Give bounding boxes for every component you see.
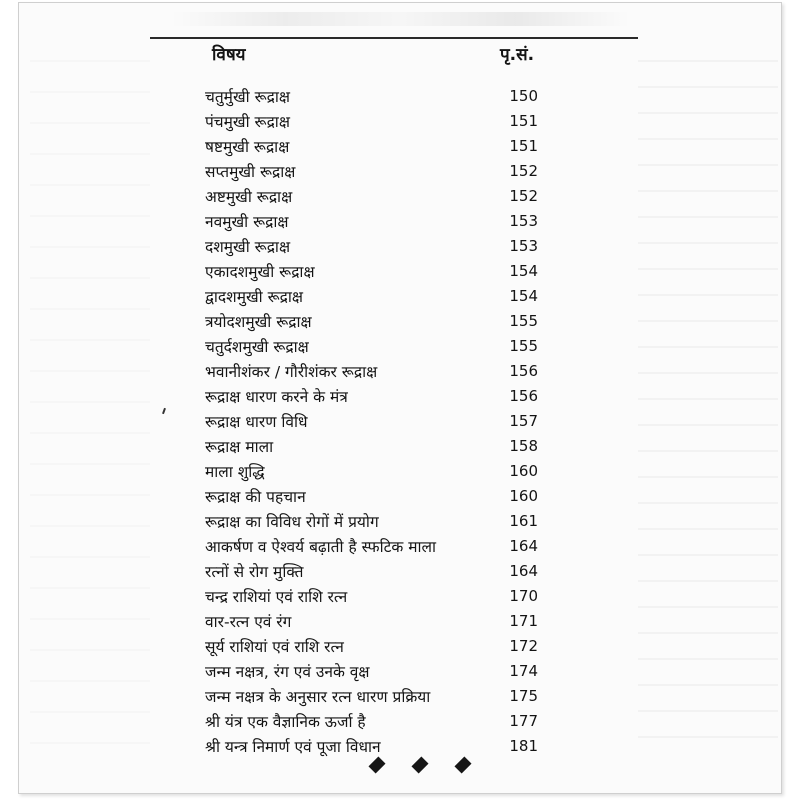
entry-page-number: 177 (509, 712, 538, 730)
entry-title: चन्द्र राशियां एवं राशि रत्न (205, 588, 348, 606)
entry-title: रूद्राक्ष का विविध रोगों में प्रयोग (205, 513, 379, 531)
contents-entry (0, 435, 800, 460)
entry-page-number: 155 (509, 337, 538, 355)
entry-title: चतुर्मुखी रूद्राक्ष (205, 88, 290, 106)
contents-entry (0, 285, 800, 310)
entry-title: चतुर्दशमुखी रूद्राक्ष (205, 338, 309, 356)
contents-entry (0, 710, 800, 735)
entry-title: त्रयोदशमुखी रूद्राक्ष (205, 313, 312, 331)
contents-entry (0, 610, 800, 635)
contents-entry (0, 85, 800, 110)
entry-page-number: 153 (509, 237, 538, 255)
entry-title: जन्म नक्षत्र के अनुसार रत्न धारण प्रक्रिया (205, 688, 431, 706)
contents-entry (0, 185, 800, 210)
entry-title: रूद्राक्ष धारण विधि (205, 413, 308, 431)
contents-list (0, 85, 800, 760)
entry-page-number: 151 (509, 137, 538, 155)
entry-title: अष्टमुखी रूद्राक्ष (205, 188, 293, 206)
entry-title: रत्नों से रोग मुक्ति (205, 563, 304, 581)
entry-page-number: 160 (509, 487, 538, 505)
entry-page-number: 158 (509, 437, 538, 455)
entry-page-number: 154 (509, 262, 538, 280)
entry-page-number: 164 (509, 562, 538, 580)
contents-entry (0, 360, 800, 385)
entry-title: सूर्य राशियां एवं राशि रत्न (205, 638, 344, 656)
entry-page-number: 157 (509, 412, 538, 430)
entry-title: जन्म नक्षत्र, रंग एवं उनके वृक्ष (205, 663, 370, 681)
contents-entry (0, 460, 800, 485)
show-through-text (170, 12, 630, 26)
entry-page-number: 152 (509, 187, 538, 205)
contents-entry (0, 260, 800, 285)
contents-entry (0, 160, 800, 185)
contents-entry (0, 335, 800, 360)
entry-page-number: 152 (509, 162, 538, 180)
entry-title: आकर्षण व ऐश्वर्य बढ़ाती है स्फटिक माला (205, 538, 437, 556)
contents-entry (0, 735, 800, 760)
diamond-icon (454, 756, 471, 773)
entry-page-number: 154 (509, 287, 538, 305)
entry-page-number: 171 (509, 612, 538, 630)
contents-entry (0, 560, 800, 585)
entry-title: माला शुद्धि (205, 463, 265, 481)
entry-title: पंचमुखी रूद्राक्ष (205, 113, 290, 131)
contents-entry (0, 660, 800, 685)
contents-entry (0, 635, 800, 660)
contents-entry (0, 410, 800, 435)
entry-page-number: 156 (509, 387, 538, 405)
entry-page-number: 151 (509, 112, 538, 130)
entry-title: श्री यंत्र एक वैज्ञानिक ऊर्जा है (205, 713, 366, 731)
entry-title: श्री यन्त्र निमार्ण एवं पूजा विधान (205, 738, 381, 756)
entry-page-number: 160 (509, 462, 538, 480)
entry-title: वार-रत्न एवं रंग (205, 613, 292, 631)
contents-entry (0, 110, 800, 135)
entry-page-number: 161 (509, 512, 538, 530)
contents-entry (0, 210, 800, 235)
entry-page-number: 181 (509, 737, 538, 755)
entry-page-number: 174 (509, 662, 538, 680)
contents-entry (0, 235, 800, 260)
entry-page-number: 150 (509, 87, 538, 105)
diamond-icon (411, 756, 428, 773)
entry-page-number: 153 (509, 212, 538, 230)
entry-page-number: 170 (509, 587, 538, 605)
page-number-column-header: पृ.सं. (500, 45, 535, 65)
diamond-icon (368, 756, 385, 773)
entry-page-number: 175 (509, 687, 538, 705)
entry-title: सप्तमुखी रूद्राक्ष (205, 163, 296, 181)
contents-entry (0, 385, 800, 410)
entry-title: द्वादशमुखी रूद्राक्ष (205, 288, 303, 306)
entry-page-number: 155 (509, 312, 538, 330)
entry-page-number: 156 (509, 362, 538, 380)
end-ornament (370, 758, 470, 772)
entry-page-number: 172 (509, 637, 538, 655)
contents-entry (0, 135, 800, 160)
entry-title: नवमुखी रूद्राक्ष (205, 213, 289, 231)
header-rule (150, 37, 638, 39)
entry-title: एकादशमुखी रूद्राक्ष (205, 263, 315, 281)
contents-entry (0, 510, 800, 535)
contents-entry (0, 535, 800, 560)
contents-entry (0, 685, 800, 710)
entry-page-number: 164 (509, 537, 538, 555)
entry-title: भवानीशंकर / गौरीशंकर रूद्राक्ष (205, 363, 378, 381)
entry-title: रूद्राक्ष की पहचान (205, 488, 306, 506)
contents-entry (0, 310, 800, 335)
contents-entry (0, 585, 800, 610)
entry-title: रूद्राक्ष माला (205, 438, 274, 456)
contents-entry (0, 485, 800, 510)
subject-column-header: विषय (212, 45, 246, 65)
entry-title: दशमुखी रूद्राक्ष (205, 238, 291, 256)
entry-title: षष्टमुखी रूद्राक्ष (205, 138, 290, 156)
entry-title: रूद्राक्ष धारण करने के मंत्र (205, 388, 348, 406)
